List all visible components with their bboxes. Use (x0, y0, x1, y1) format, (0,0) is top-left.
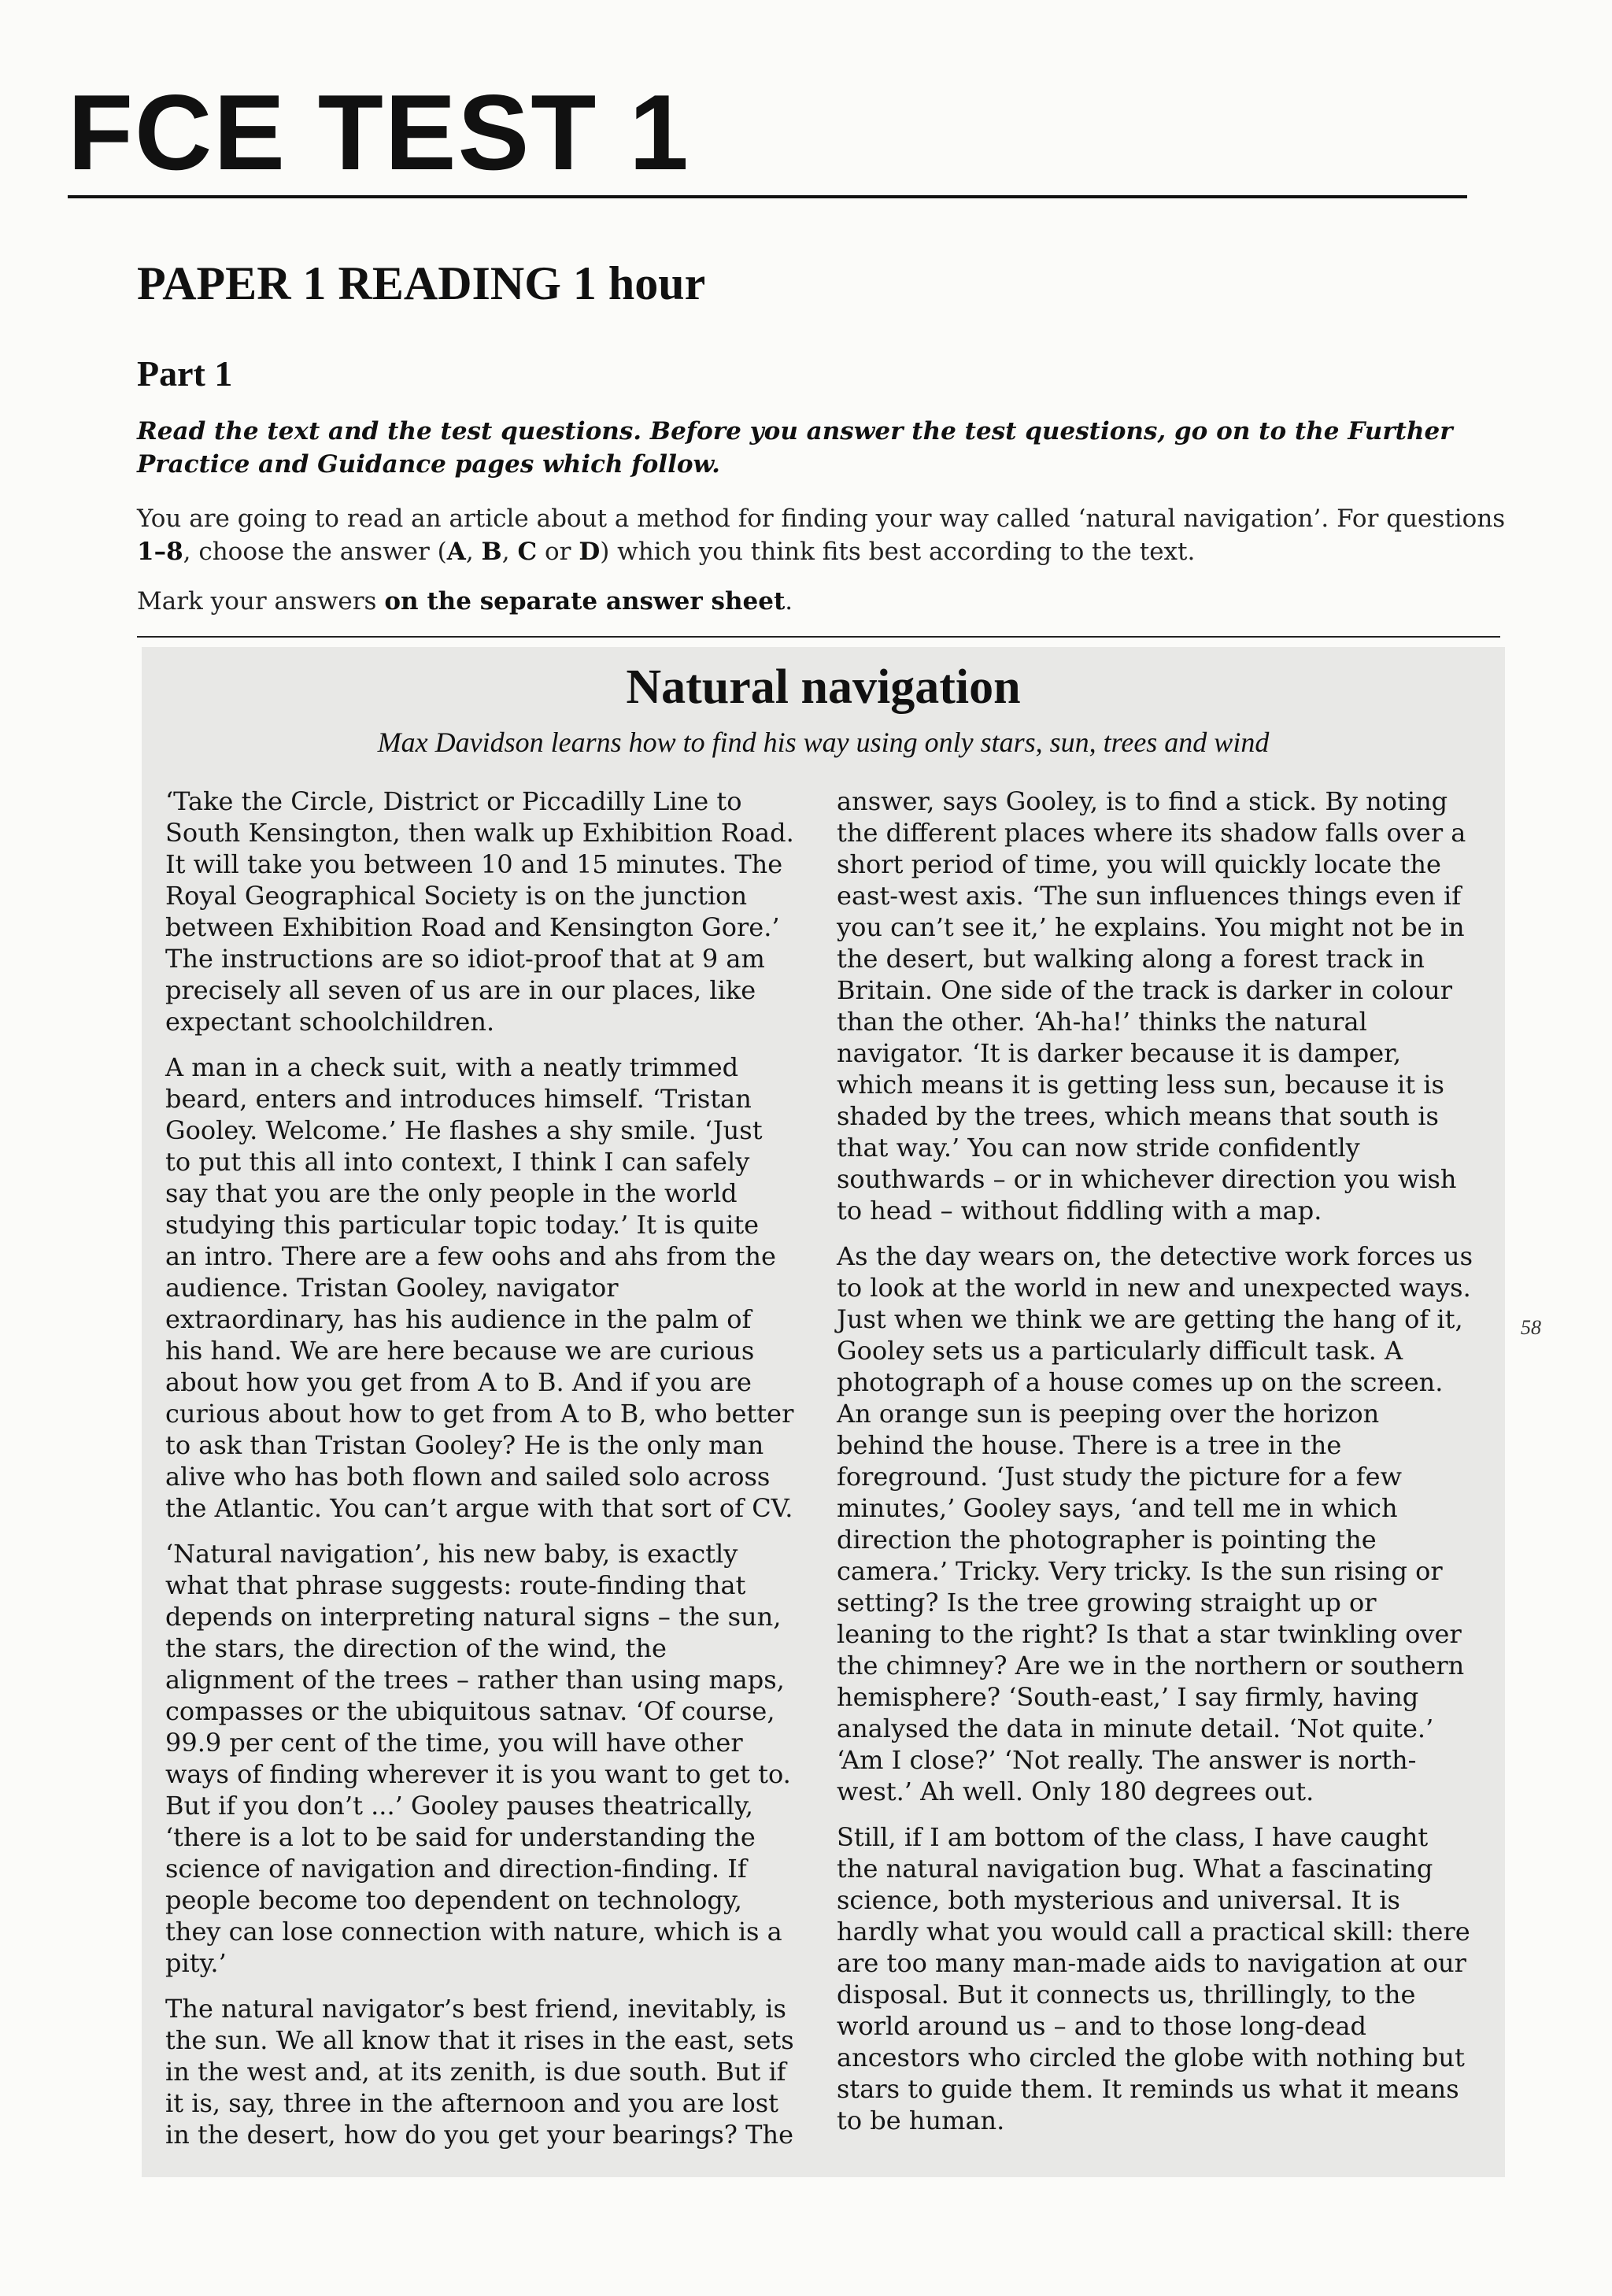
article-title: Natural navigation (626, 660, 1021, 714)
option-b: B (481, 538, 502, 566)
article-subtitle: Max Davidson learns how to find his way using only stars, sun, trees and wind (377, 727, 1270, 758)
article-paragraph: Still, if I am bottom of the class, I have caught the natural navigation bug. What a fascinating science, both mysterious and universal. It is hardly what you would call a practical skill: there are too many man-made aids to navigation at our disposal. But it connects us, thrillingly, to the world around us – and to those long-dead ancestors who circled the globe with nothing but stars to guide them. It reminds us what it means to be human. (837, 1822, 1470, 2135)
separator: , (501, 538, 518, 566)
article-column-left (165, 786, 795, 2165)
task-instruction-text: You are going to read an article about a method for finding your way called ‘natural navigation’. For questions (137, 505, 1506, 533)
answer-sheet-text: Mark your answers (137, 587, 385, 616)
article-paragraph: The natural navigator’s best friend, inevitably, is the sun. We all know that it rises in the east, sets in the west and, at its zenith, is due south. But if it is, say, three in the afternoon and you are lost in the desert, how do you get your bearings? The (165, 1994, 794, 2150)
question-range: 1–8 (137, 538, 183, 566)
article-paragraph: A man in a check suit, with a neatly trimmed beard, enters and introduces himself. ‘Tristan Gooley. Welcome.’ He flashes a shy smile. ‘Just to put this all into context, I think I can safely say that you are the only people in the world studying this particular topic today.’ It is quite an intro. There are a few oohs and ahs from the audience. Tristan Gooley, navigator extraordinary, has his audience in the palm of his hand. We are here because we are curious about how you get from A to B. And if you are curious about how to get from A to B, who better to ask than Tristan Gooley? He is the only man alive who has both flown and sailed solo across the Atlantic. You can’t argue with that sort of CV. (165, 1052, 794, 1523)
separator: , (465, 538, 482, 566)
answer-sheet-instruction (137, 585, 1507, 618)
task-instruction-text: , choose the answer ( (183, 538, 447, 566)
test-title: FCE TEST 1 (68, 72, 690, 192)
answer-sheet-emphasis: on the separate answer sheet (384, 587, 786, 616)
option-d: D (579, 538, 601, 566)
article-column-right (837, 786, 1473, 2150)
article-paragraph: As the day wears on, the detective work forces us to look at the world in new and unexpected ways. Just when we think we are getting the hang of it, Gooley sets us a particularly difficult task. A photograph of a house comes up on the screen. An orange sun is peeping over the horizon behind the house. There is a tree in the foreground. ‘Just study the picture for a few minutes,’ Gooley says, ‘and tell me in which direction the photographer is pointing the camera.’ Tricky. Very tricky. Is the sun rising or setting? Is the tree growing straight up or leaning to the right? Is that a star twinkling over the chimney? Are we in the northern or southern hemisphere? ‘South-east,’ I say firmly, having analysed the data in minute detail. ‘Not quite.’ ‘Am I close?’ ‘Not really. The answer is north-west.’ Ah well. Only 180 degrees out. (837, 1241, 1473, 1806)
task-instruction (137, 502, 1507, 568)
article-paragraph: ‘Natural navigation’, his new baby, is exactly what that phrase suggests: route-finding that depends on interpreting natural signs – the sun, the stars, the direction of the wind, the alignment of the trees – rather than using maps, compasses or the ubiquitous satnav. ‘Of course, 99.9 per cent of the time, you will have other ways of finding wherever it is you want to get to. But if you don’t ...’ Gooley pauses theatrically, ‘there is a lot to be said for understanding the science of navigation and direction-finding. If people become too dependent on technology, they can lose connection with nature, which is a pity.’ (165, 1539, 791, 1978)
option-c: C (517, 538, 538, 566)
page-number: 58 (1521, 1316, 1541, 1339)
task-instruction-text: ) which you think fits best according to the text. (600, 538, 1196, 566)
answer-sheet-text: . (785, 587, 793, 616)
section-divider (137, 636, 1500, 638)
article-paragraph: ‘Take the Circle, District or Piccadilly Line to South Kensington, then walk up Exhibition Road. It will take you between 10 and 15 minutes. The Royal Geographical Society is on the junction between Exhibition Road and Kensington Gore.’ The instructions are so idiot-proof that at 9 am precisely all seven of us are in our places, like expectant schoolchildren. (165, 786, 794, 1037)
paper-heading: PAPER 1 READING 1 hour (137, 257, 706, 309)
option-a: A (446, 538, 466, 566)
separator: or (537, 538, 579, 566)
part-heading: Part 1 (137, 353, 233, 394)
instruction-italic: Read the text and the test questions. Before you answer the test questions, go on to the Further Practice and Guidance pages which follow. (137, 417, 1453, 479)
title-divider (68, 195, 1467, 198)
article-paragraph: answer, says Gooley, is to find a stick. By noting the different places where its shadow falls over a short period of time, you will quickly locate the east-west axis. ‘The sun influences things even if you can’t see it,’ he explains. You might not be in the desert, but walking along a forest track in Britain. One side of the track is darker in colour than the other. ‘Ah-ha!’ thinks the natural navigator. ‘It is darker because it is damper, which means it is getting less sun, because it is shaded by the trees, which means that south is that way.’ You can now stride confidently southwards – or in whichever direction you wish to head – without fiddling with a map. (837, 786, 1466, 1226)
